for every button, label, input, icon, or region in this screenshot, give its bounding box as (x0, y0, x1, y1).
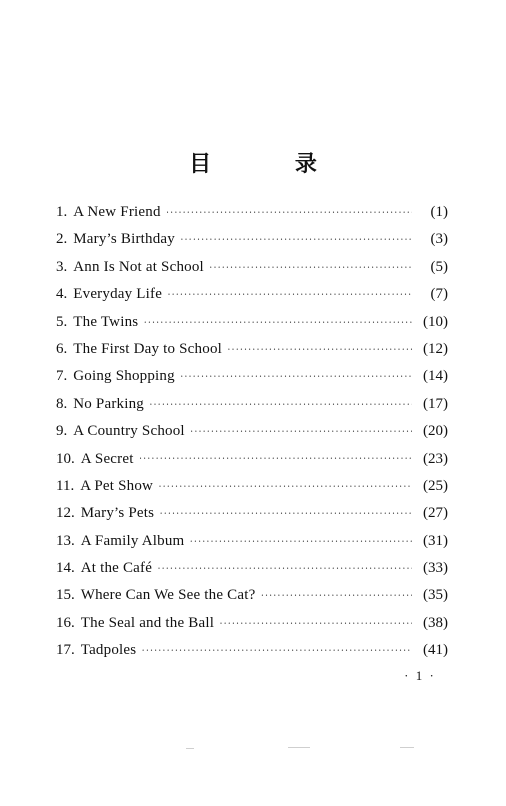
dot-leader (181, 371, 412, 383)
toc-entry-title: At the Café (80, 560, 153, 577)
toc-entry-page: (35) (423, 587, 448, 604)
toc-entry-page: (7) (430, 286, 448, 303)
toc-entry (56, 560, 448, 587)
toc-entry-title: No Parking (73, 395, 144, 412)
dot-leader (191, 426, 412, 438)
dot-leader (142, 645, 412, 657)
dot-leader (159, 481, 412, 493)
toc-entry-number: 11. (56, 477, 75, 494)
dot-leader (228, 344, 412, 356)
toc-entry-number: 13. (56, 532, 75, 549)
toc-entry-page: (3) (430, 231, 448, 248)
dot-leader (144, 317, 412, 329)
toc-entry-page: (17) (423, 395, 448, 412)
toc-entry-number: 16. (56, 614, 75, 631)
toc-entry-title: Everyday Life (73, 286, 163, 303)
toc-entry-page: (27) (423, 505, 448, 522)
toc-entry-title: The Seal and the Ball (80, 614, 215, 631)
toc-entry-page: (14) (423, 368, 448, 385)
toc-entry (56, 423, 448, 450)
toc-entry (56, 587, 448, 614)
toc-entry-title: Mary’s Pets (80, 505, 155, 522)
toc-entry-title: The First Day to School (73, 340, 223, 357)
toc-entry-number: 9. (56, 423, 68, 440)
toc-entry (56, 314, 448, 341)
dot-leader (190, 536, 412, 548)
toc-entry-number: 7. (56, 368, 68, 385)
toc-entry-number: 8. (56, 395, 68, 412)
dot-leader (140, 454, 412, 466)
scan-artifact (400, 747, 414, 748)
toc-entry (56, 615, 448, 642)
dot-leader (150, 399, 412, 411)
page-title: 目 录 (189, 152, 355, 177)
toc-entry-page: (38) (423, 614, 448, 631)
toc-entry (56, 231, 448, 258)
dot-leader (168, 289, 412, 301)
toc-entry-page: (33) (423, 560, 448, 577)
toc-entry (56, 642, 448, 669)
toc-entry-page: (20) (423, 423, 448, 440)
toc-entry-title: Tadpoles (80, 642, 137, 659)
toc-entry-title: Ann Is Not at School (73, 258, 204, 275)
toc-entry-number: 15. (56, 587, 75, 604)
toc-entry (56, 451, 448, 478)
toc-entry-title: A Secret (80, 450, 134, 467)
toc-entry-page: (1) (430, 204, 448, 220)
toc-entry-title: A Pet Show (80, 477, 154, 494)
toc-entry-title: Mary’s Birthday (73, 231, 175, 248)
toc-entry (56, 533, 448, 560)
toc-entry-number: 4. (56, 286, 68, 303)
dot-leader (167, 207, 412, 219)
toc-entry-number: 6. (56, 340, 68, 357)
toc-entry (56, 368, 448, 395)
dot-leader (261, 590, 412, 602)
toc-entry (56, 396, 448, 423)
toc-entry (56, 341, 448, 368)
toc-entry-number: 3. (56, 258, 68, 275)
page-number: · 1 · (404, 668, 436, 683)
dot-leader (158, 563, 412, 575)
toc-entry-page: (10) (423, 313, 448, 330)
toc-entry-number: 2. (56, 231, 68, 248)
toc-entry (56, 204, 448, 231)
table-of-contents (56, 204, 448, 670)
toc-entry-page: (5) (430, 258, 448, 275)
toc-entry-title: A New Friend (73, 204, 161, 220)
toc-entry (56, 286, 448, 313)
toc-entry-number: 14. (56, 560, 75, 577)
toc-entry-number: 5. (56, 313, 68, 330)
toc-entry-page: (25) (423, 477, 448, 494)
toc-entry-number: 12. (56, 505, 75, 522)
toc-entry-title: Going Shopping (73, 368, 175, 385)
toc-entry-number: 1. (56, 204, 68, 220)
toc-entry (56, 259, 448, 286)
toc-entry-title: The Twins (73, 313, 139, 330)
toc-entry-number: 17. (56, 642, 75, 659)
dot-leader (160, 508, 412, 520)
dot-leader (220, 618, 412, 630)
toc-entry-title: A Family Album (80, 532, 185, 549)
toc-entry-title: A Country School (73, 423, 185, 440)
toc-entry (56, 505, 448, 532)
toc-entry-number: 10. (56, 450, 75, 467)
toc-entry-page: (23) (423, 450, 448, 467)
dot-leader (210, 262, 412, 274)
toc-entry-page: (12) (423, 340, 448, 357)
scan-artifact (186, 748, 194, 749)
dot-leader (181, 234, 412, 246)
toc-entry-page: (41) (423, 642, 448, 659)
toc-entry (56, 478, 448, 505)
toc-entry-page: (31) (423, 532, 448, 549)
toc-entry-title: Where Can We See the Cat? (80, 587, 256, 604)
scan-artifact (288, 747, 310, 748)
